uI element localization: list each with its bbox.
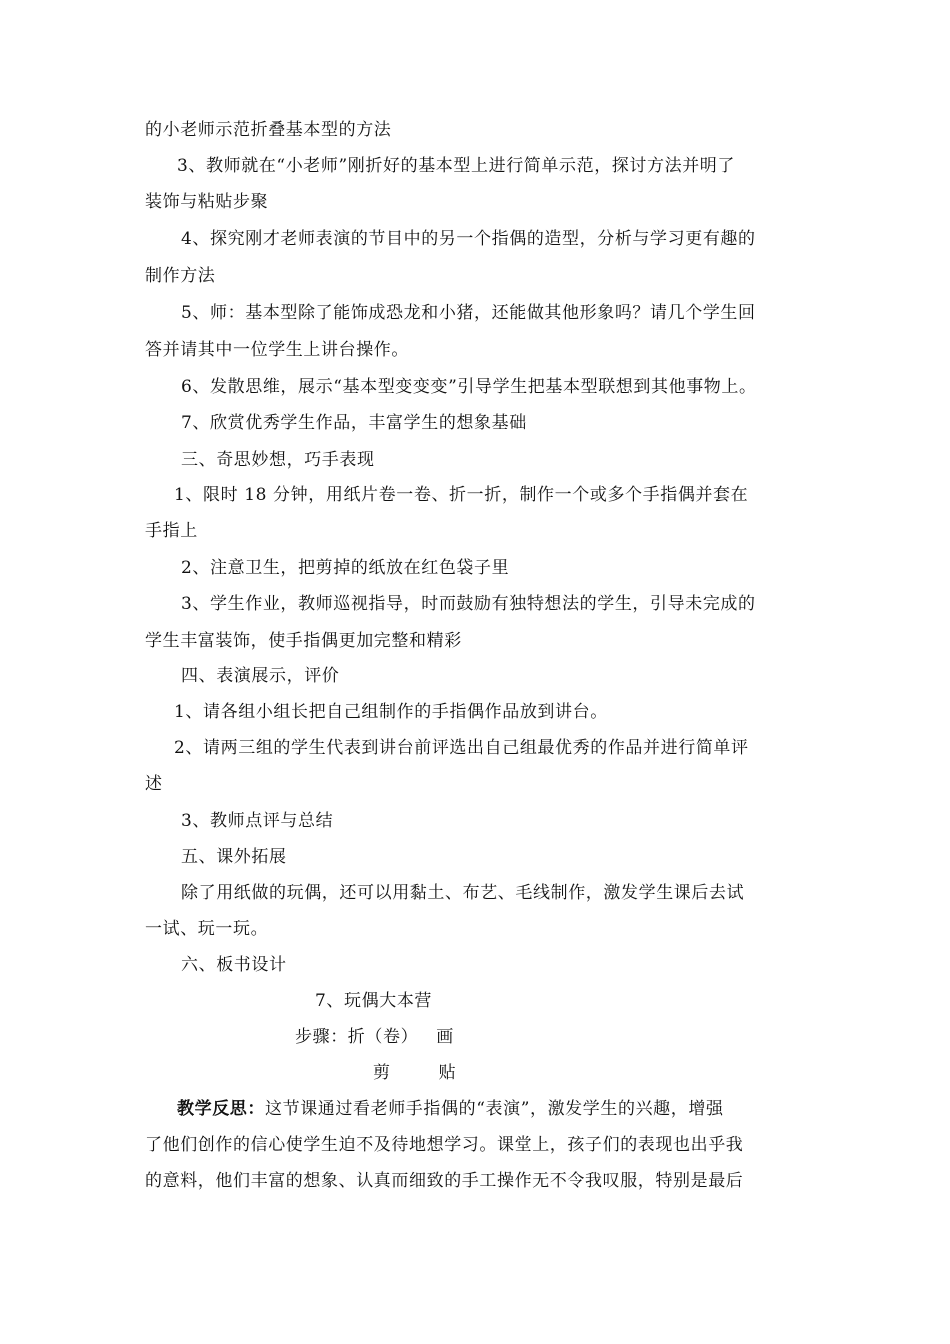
reflection-line: 的意料，他们丰富的想象、认真而细致的手工操作无不令我叹服，特别是最后: [145, 1171, 744, 1191]
text-line: 手指上: [145, 521, 198, 541]
text-line: 学生丰富装饰，使手指偶更加完整和精彩: [145, 631, 462, 651]
text-line: 一试、玩一玩。: [145, 919, 269, 939]
text-line: 制作方法: [145, 266, 216, 286]
reflection-line: 了他们创作的信心使学生迫不及待地想学习。课堂上，孩子们的表现也出乎我: [145, 1135, 744, 1155]
reflection-label: 教学反思：: [177, 1099, 265, 1119]
board-steps-line: 剪 贴: [373, 1063, 457, 1083]
text-line: 1、请各组小组长把自己组制作的手指偶作品放到讲台。: [174, 702, 608, 722]
text-line: 述: [145, 774, 163, 794]
text-line: 2、注意卫生，把剪掉的纸放在红色袋子里: [181, 558, 510, 578]
section-heading: 四、表演展示，评价: [181, 666, 340, 686]
text-line: 3、教师就在“小老师”刚折好的基本型上进行简单示范，探讨方法并明了: [177, 156, 735, 176]
text-line: 2、请两三组的学生代表到讲台前评选出自己组最优秀的作品并进行简单评: [174, 738, 749, 758]
section-heading: 三、奇思妙想，巧手表现: [181, 450, 375, 470]
text-line: 4、探究刚才老师表演的节目中的另一个指偶的造型，分析与学习更有趣的: [181, 229, 756, 249]
section-heading: 六、板书设计: [181, 955, 287, 975]
text-line: 7、欣赏优秀学生作品，丰富学生的想象基础: [181, 413, 527, 433]
text-line: 1、限时 18 分钟，用纸片卷一卷、折一折，制作一个或多个手指偶并套在: [174, 485, 749, 505]
text-line: 答并请其中一位学生上讲台操作。: [145, 340, 409, 360]
board-title: 7、玩偶大本营: [315, 991, 433, 1011]
text-line: 的小老师示范折叠基本型的方法: [145, 120, 392, 140]
reflection-text: 这节课通过看老师手指偶的“表演”，激发学生的兴趣，增强: [265, 1099, 724, 1119]
text-line: 6、发散思维，展示“基本型变变变”引导学生把基本型联想到其他事物上。: [181, 377, 757, 397]
text-line: 除了用纸做的玩偶，还可以用黏土、布艺、毛线制作，激发学生课后去试: [181, 883, 745, 903]
board-steps-line: 步骤：折（卷） 画: [295, 1027, 454, 1047]
text-line: 5、师：基本型除了能饰成恐龙和小猪，还能做其他形象吗？请几个学生回: [181, 303, 756, 323]
text-line: 装饰与粘贴步聚: [145, 192, 269, 212]
text-line: 3、学生作业，教师巡视指导，时而鼓励有独特想法的学生，引导未完成的: [181, 594, 756, 614]
section-heading: 五、课外拓展: [181, 847, 287, 867]
reflection-line: [177, 1098, 724, 1120]
text-line: 3、教师点评与总结: [181, 811, 334, 831]
